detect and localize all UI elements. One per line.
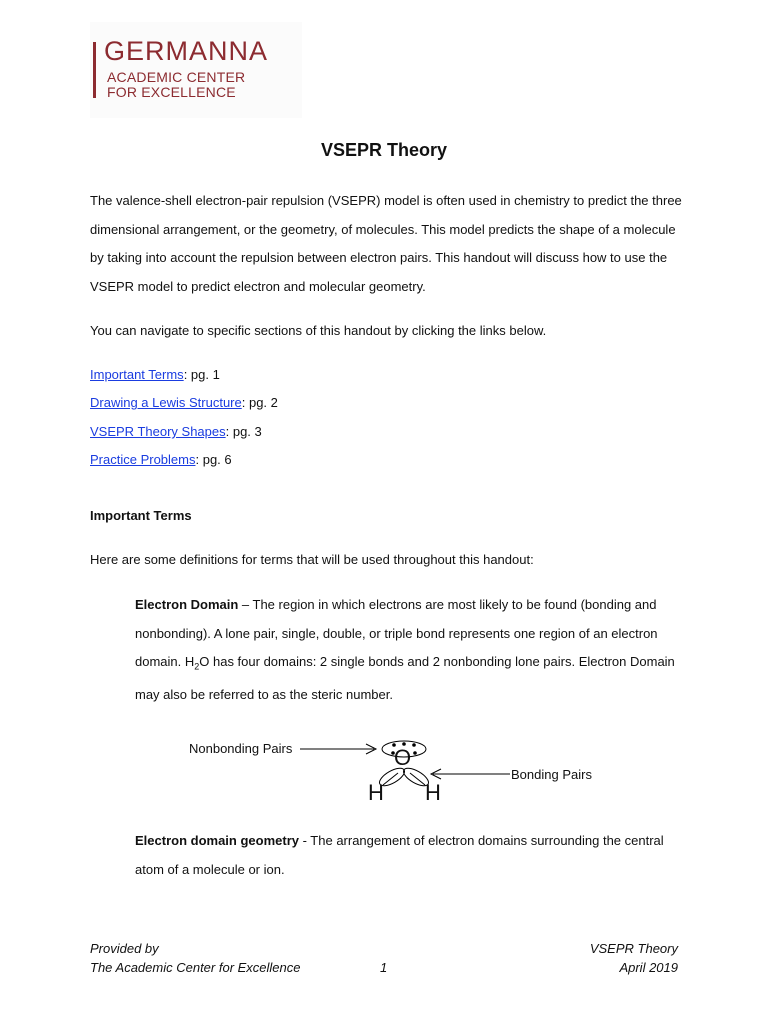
footer-right (520, 939, 678, 977)
link-page-ref: : pg. 1 (183, 367, 220, 382)
electron-dot (412, 743, 416, 747)
link-row-important-terms (90, 365, 220, 385)
electron-dot (413, 751, 417, 755)
intro-paragraph: The valence-shell electron-pair repulsion (VSEPR) model is often used in chemistry to predict the three dimensional arrangement, or the geometry, of molecules. This model predicts the shape of a molecule by taking into account the repulsion between electron pairs. This handout will discuss how to use the VSEPR model to predict electron and molecular geometry. (90, 193, 682, 294)
page-title: VSEPR Theory (320, 140, 448, 160)
link-practice-problems[interactable]: Practice Problems (90, 452, 196, 467)
link-page-ref: : pg. 2 (241, 395, 278, 410)
nonbonding-pairs-label: Nonbonding Pairs (189, 741, 293, 756)
definition-electron-domain (135, 591, 695, 710)
definition-text: - The arrangement of electron domains surrounding the central atom of a molecule or ion. (135, 833, 664, 877)
logo-title: GERMANNA (104, 36, 269, 66)
subscript: 2 (194, 661, 200, 672)
footer-document-title: VSEPR Theory (589, 941, 678, 956)
footer-page-number: 1 (380, 960, 388, 975)
link-page-ref: : pg. 3 (225, 424, 262, 439)
term-electron-domain: Electron Domain (135, 597, 239, 612)
definition-electron-domain-geometry (135, 827, 695, 884)
link-page-ref: : pg. 6 (195, 452, 232, 467)
definition-text: – The region in which electrons are most likely to be found (bonding and nonbonding). A lone pair, single, double, or triple bond represents one region of an electron domain. H (135, 597, 658, 669)
footer-date: April 2019 (619, 960, 678, 975)
logo-bar (93, 42, 96, 98)
footer-organization: The Academic Center for Excellence (90, 960, 301, 975)
link-row-lewis-structure (90, 393, 278, 413)
link-row-vsepr-shapes (90, 422, 262, 442)
logo-subtitle-line2: FOR EXCELLENCE (107, 84, 236, 100)
definition-text-continued: O has four domains: 2 single bonds and 2 nonbonding lone pairs. Electron Domain may also be referred to as the steric number. (135, 654, 675, 703)
logo-subtitle-line1: ACADEMIC CENTER (107, 69, 246, 85)
section-heading-important-terms: Important Terms (90, 508, 192, 523)
definitions-intro: Here are some definitions for terms that will be used throughout this handout: (90, 552, 534, 567)
navigate-text: You can navigate to specific sections of this handout by clicking the links below. (90, 323, 547, 338)
link-important-terms[interactable]: Important Terms (90, 367, 184, 382)
link-row-practice-problems (90, 450, 232, 470)
link-vsepr-theory-shapes[interactable]: VSEPR Theory Shapes (90, 424, 226, 439)
bonding-pairs-label: Bonding Pairs (511, 767, 592, 782)
atom-hydrogen-left: H (368, 780, 384, 805)
logo-subtitle (107, 70, 245, 100)
term-electron-domain-geometry: Electron domain geometry (135, 833, 299, 848)
atom-hydrogen-right: H (425, 780, 441, 805)
link-drawing-lewis-structure[interactable]: Drawing a Lewis Structure (90, 395, 242, 410)
footer-left (90, 939, 301, 977)
footer-provided-by: Provided by (90, 941, 159, 956)
atom-oxygen: O (394, 745, 412, 770)
